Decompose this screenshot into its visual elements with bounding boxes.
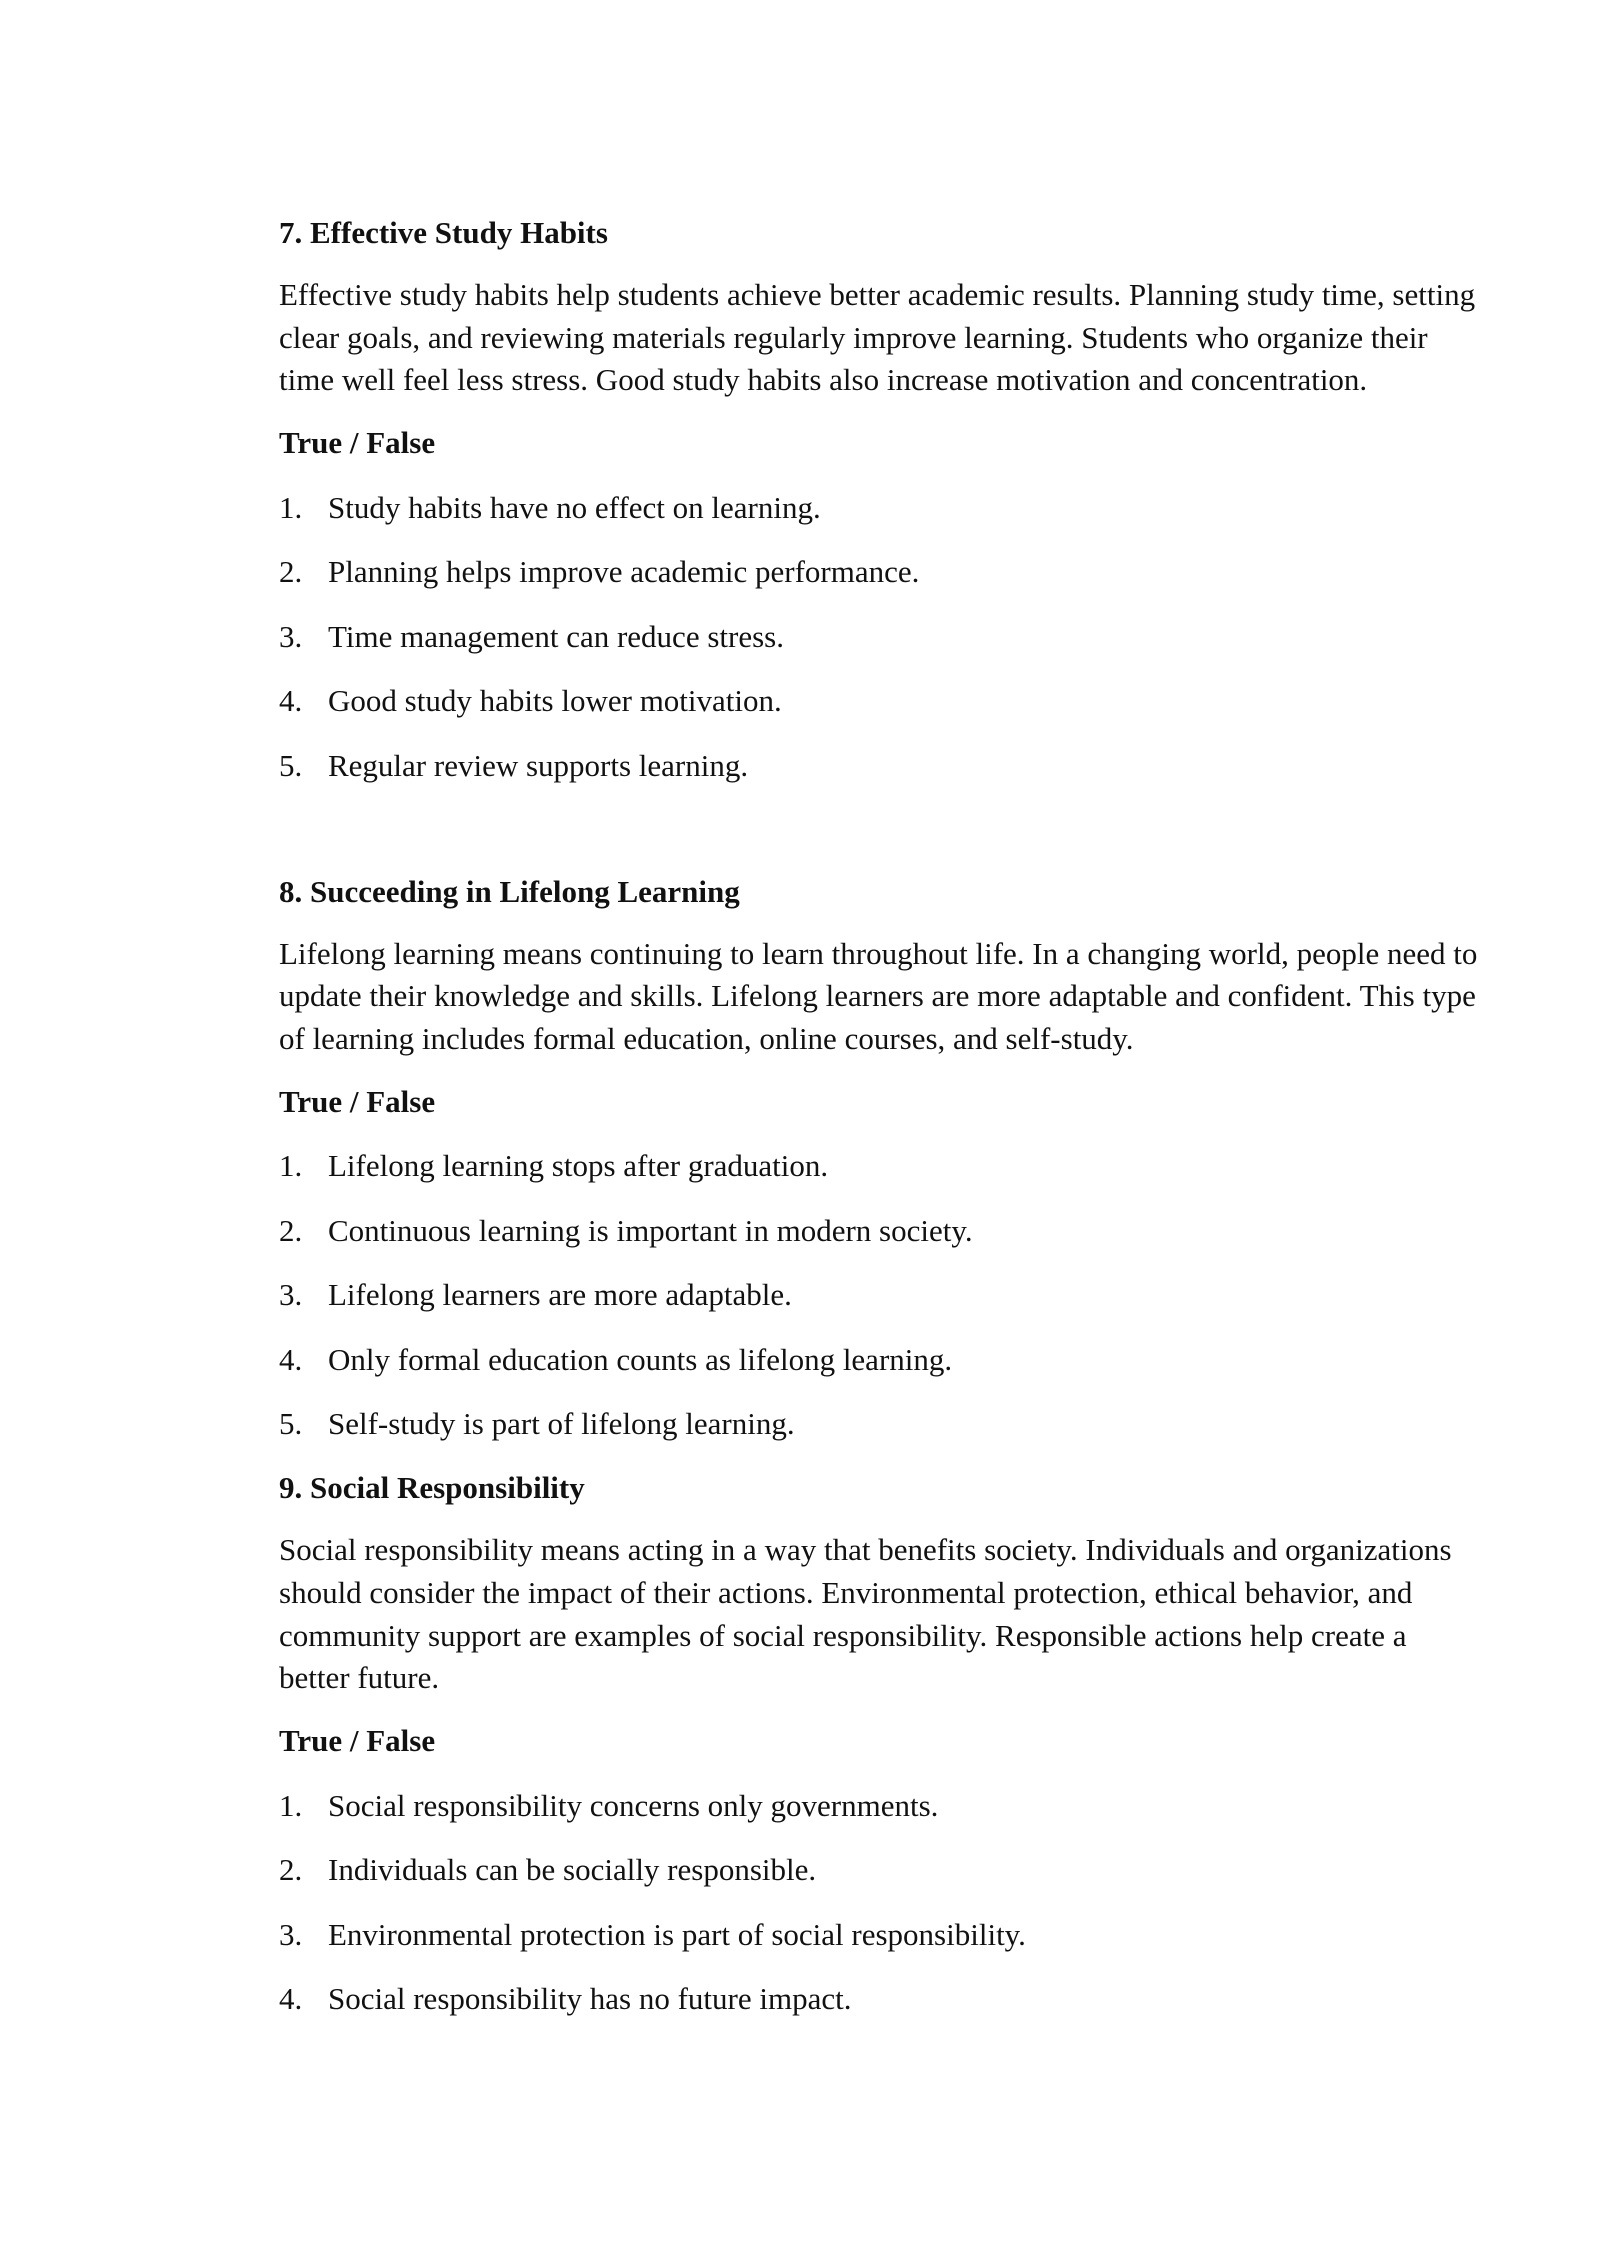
item-number: 5. [279,1406,303,1442]
item-text: Good study habits lower motivation. [328,683,782,719]
item-number: 4. [279,1341,303,1377]
item-text: Planning helps improve academic performance. [328,554,920,590]
section-heading: 9. Social Responsibility [279,1470,585,1506]
item-number: 2. [279,1852,303,1888]
true-false-label: True / False [279,1723,436,1759]
item-number: 3. [279,1277,303,1313]
item-text: Environmental protection is part of social responsibility. [328,1916,1026,1952]
item-text: Only formal education counts as lifelong learning. [328,1341,953,1377]
item-text: Lifelong learners are more adaptable. [328,1277,792,1313]
section-paragraph: Lifelong learning means continuing to learn throughout life. In a changing world, people need to update their knowledge and skills. Lifelong learners are more adaptable and confident. This type of learning includes formal education, online courses, and self-study. [279,935,1478,1057]
true-false-list [279,1785,1479,2021]
item-text: Time management can reduce stress. [328,618,784,654]
list-item [279,1403,1479,1445]
true-false-list [279,487,1479,787]
item-number: 1. [279,1787,303,1823]
section-paragraph: Effective study habits help students achieve better academic results. Planning study time, setting clear goals, and reviewing materials regularly improve learning. Students who organize their time well feel less stress. Good study habits also increase motivation and concentration. [279,277,1476,398]
item-number: 1. [279,1148,303,1184]
section-social-responsibility [279,1467,1479,2020]
document-page [279,212,1479,2020]
item-number: 2. [279,1212,303,1248]
section-effective-study-habits [279,212,1479,787]
list-item [279,616,1479,658]
list-item [279,1785,1479,1827]
item-number: 4. [279,683,303,719]
list-item [279,1210,1479,1252]
section-lifelong-learning [279,871,1479,1446]
list-item [279,680,1479,722]
item-text: Study habits have no effect on learning. [328,489,821,525]
item-number: 3. [279,1916,303,1952]
list-item [279,487,1479,529]
true-false-label: True / False [279,425,436,461]
list-item [279,1978,1479,2020]
section-heading: 8. Succeeding in Lifelong Learning [279,873,740,909]
item-text: Individuals can be socially responsible. [328,1852,817,1888]
item-text: Social responsibility has no future impact. [328,1981,852,2017]
section-heading: 7. Effective Study Habits [279,215,608,250]
list-item [279,1914,1479,1956]
list-item [279,1339,1479,1381]
item-number: 1. [279,489,303,525]
list-item [279,1274,1479,1316]
item-number: 2. [279,554,303,590]
list-item [279,1849,1479,1891]
item-text: Continuous learning is important in modern society. [328,1212,973,1248]
item-text: Lifelong learning stops after graduation. [328,1148,829,1184]
item-number: 3. [279,618,303,654]
true-false-label: True / False [279,1083,436,1119]
section-paragraph: Social responsibility means acting in a way that benefits society. Individuals and organizations should consider the impact of their actions. Environmental protection, ethical behavior, and community support are examples of social responsibility. Responsible actions help create a better future. [279,1532,1452,1696]
item-text: Social responsibility concerns only governments. [328,1787,939,1823]
item-text: Self-study is part of lifelong learning. [328,1406,795,1442]
item-text: Regular review supports learning. [328,747,749,783]
list-item [279,1145,1479,1187]
list-item [279,745,1479,787]
true-false-list [279,1145,1479,1445]
item-number: 4. [279,1981,303,2017]
item-number: 5. [279,747,303,783]
list-item [279,551,1479,593]
